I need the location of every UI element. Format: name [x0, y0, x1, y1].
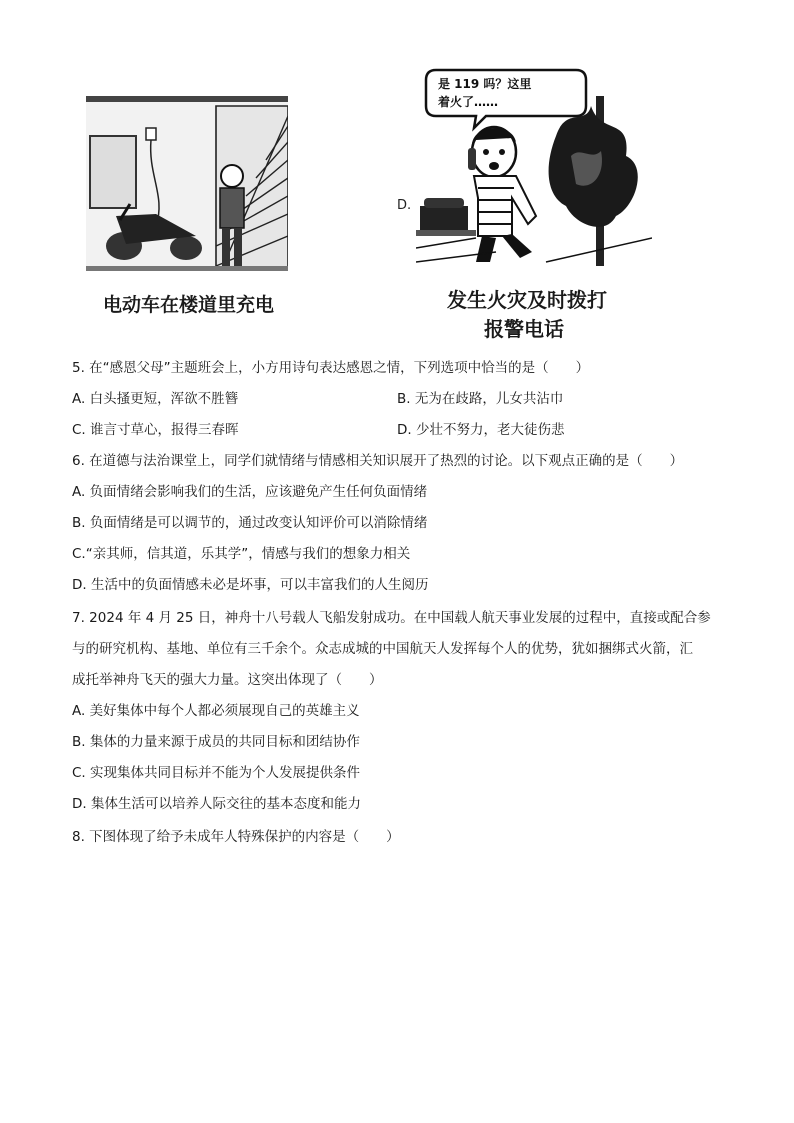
- left-figure-caption: 电动车在楼道里充电: [103, 294, 275, 316]
- question-5-option-a[interactable]: A. 白头搔更短，浑欲不胜簪: [72, 391, 239, 407]
- question-5-option-b[interactable]: B. 无为在歧路，儿女共沾巾: [397, 391, 564, 407]
- question-7-stem-line-1: 7. 2024 年 4 月 25 日，神舟十八号载人飞船发射成功。在中国载人航天事业发展的过程中，直接或配合参: [72, 610, 711, 626]
- question-7-option-a[interactable]: A. 美好集体中每个人都必须展现自己的英雄主义: [72, 703, 360, 719]
- figure-fire-call: [416, 66, 652, 266]
- option-d-label: D.: [397, 198, 412, 213]
- question-8-stem: 8. 下图体现了给予未成年人特殊保护的内容是（ ）: [72, 829, 400, 845]
- speech-bubble-line-2: 着火了……: [438, 95, 499, 109]
- question-6-option-c[interactable]: C.“亲其师，信其道，乐其学”，情感与我们的想象力相关: [72, 546, 411, 562]
- question-6-option-b[interactable]: B. 负面情绪是可以调节的，通过改变认知评价可以消除情绪: [72, 515, 428, 531]
- question-5-stem: 5. 在“感恩父母”主题班会上，小方用诗句表达感恩之情，下列选项中恰当的是（ ）: [72, 360, 590, 376]
- speech-bubble-line-1: 是 119 吗？这里: [438, 77, 532, 91]
- question-6-option-a[interactable]: A. 负面情绪会影响我们的生活，应该避免产生任何负面情绪: [72, 484, 428, 500]
- right-figure-caption-line-2: 报警电话: [484, 317, 564, 341]
- question-6-option-d[interactable]: D. 生活中的负面情感未必是坏事，可以丰富我们的人生阅历: [72, 577, 429, 593]
- ebike-stairwell-illustration: [86, 96, 288, 271]
- right-figure-caption-line-1: 发生火灾及时拨打: [447, 288, 607, 312]
- question-7-stem-line-3: 成托举神舟飞天的强大力量。这突出体现了（ ）: [72, 672, 383, 688]
- question-5-option-d[interactable]: D. 少壮不努力，老大徒伤悲: [397, 422, 565, 438]
- question-7-stem-line-2: 与的研究机构、基地、单位有三千余个。众志成城的中国航天人发挥每个人的优势，犹如捆绑式火箭，汇: [72, 641, 693, 657]
- fire-alarm-call-illustration: [416, 66, 652, 266]
- question-5-option-c[interactable]: C. 谁言寸草心，报得三春晖: [72, 422, 239, 438]
- figure-ebike-charging: [86, 96, 288, 271]
- question-7-option-c[interactable]: C. 实现集体共同目标并不能为个人发展提供条件: [72, 765, 361, 781]
- question-7-option-b[interactable]: B. 集体的力量来源于成员的共同目标和团结协作: [72, 734, 360, 750]
- question-7-option-d[interactable]: D. 集体生活可以培养人际交往的基本态度和能力: [72, 796, 361, 812]
- question-6-stem: 6. 在道德与法治课堂上，同学们就情绪与情感相关知识展开了热烈的讨论。以下观点正确的是（ ）: [72, 453, 684, 469]
